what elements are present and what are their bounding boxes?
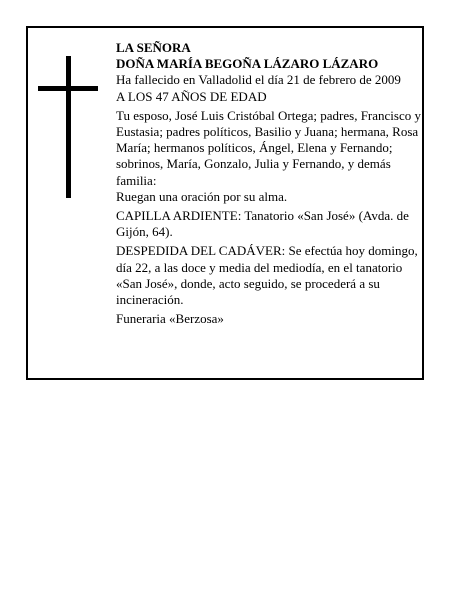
age-at-death: A LOS 47 AÑOS DE EDAD (116, 88, 267, 104)
obituary-notice (26, 26, 424, 380)
prayer-request: Ruegan una oración por su alma. (116, 188, 288, 204)
obituary-heading: LA SEÑORA (116, 40, 191, 55)
death-announcement: Ha fallecido en Valladolid el día 21 de febrero de 2009 (116, 72, 401, 88)
cross-vertical-bar (66, 56, 71, 198)
cross-horizontal-bar (38, 86, 98, 91)
chapel-info: CAPILLA ARDIENTE: Tanatorio «San José» (Avda. de Gijón, 64). (116, 208, 409, 240)
deceased-name: DOÑA MARÍA BEGOÑA LÁZARO LÁZARO (116, 56, 379, 72)
obituary-text (116, 40, 422, 327)
farewell-info: DESPEDIDA DEL CADÁVER: Se efectúa hoy domingo, día 22, a las doce y media del mediodía, en el tanatorio «San José», donde, acto seguido, se procederá a su incineración. (116, 243, 418, 308)
funeral-home: Funeraria «Berzosa» (116, 311, 224, 327)
family-list: Tu esposo, José Luis Cristóbal Ortega; padres, Francisco y Eustasia; padres políticos, Basilio y Juana; hermana, Rosa María; hermanos políticos, Ángel, Elena y Fernando; sobrinos, María, Gonzalo, Julia y Fernando, y demás familia: (116, 107, 421, 188)
